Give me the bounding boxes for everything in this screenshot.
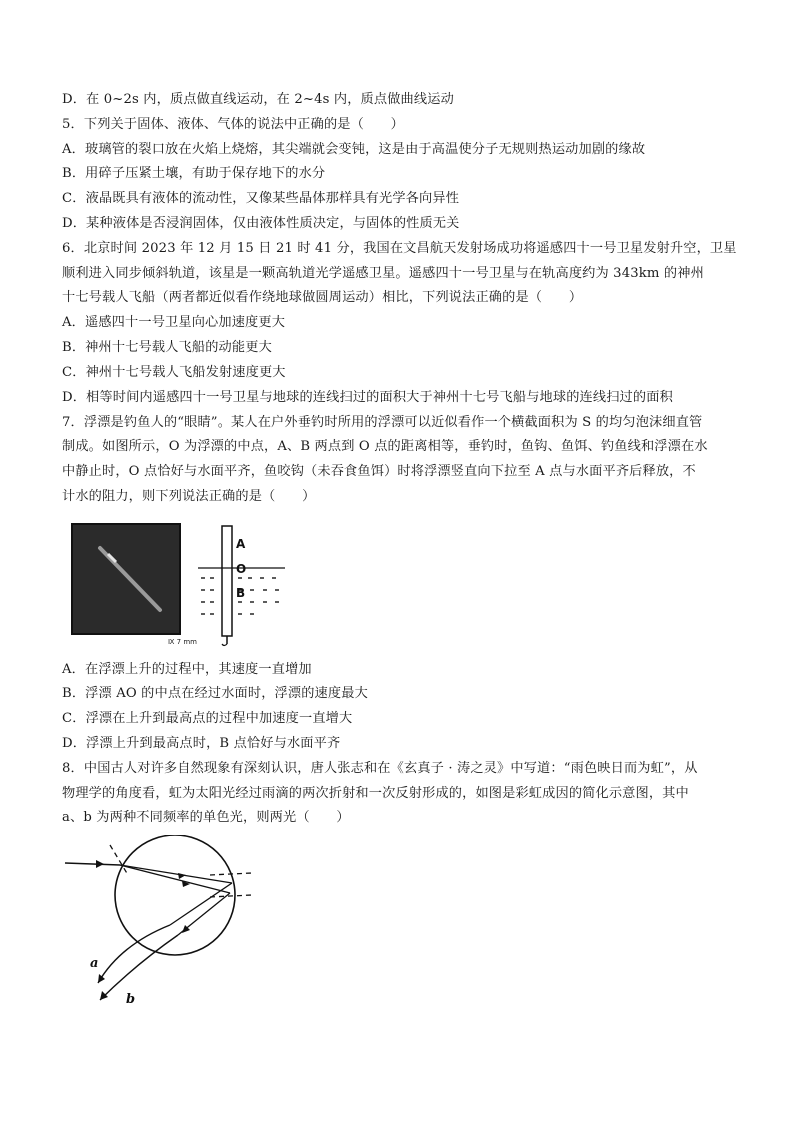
question-5-stem: 5．下列关于固体、液体、气体的说法中正确的是（ ） (62, 117, 404, 132)
question-7-option-c: C．浮漂在上升到最高点的过程中加速度一直增大 (62, 711, 353, 726)
exit-ray-b (100, 935, 178, 1000)
float-tube (222, 526, 232, 636)
exit-ray-a (98, 925, 170, 983)
question-6-option-b: B．神州十七号载人飞船的动能更大 (62, 340, 272, 355)
question-6-option-d: D．相等时间内遥感四十一号卫星与地球的连线扫过的面积大于神州十七号飞船与地球的连线扫过的面积 (62, 390, 673, 405)
question-5-option-b: B．用碎子压紧土壤，有助于保存地下的水分 (62, 166, 326, 181)
question-7-option-b: B．浮漂 AO 的中点在经过水面时，浮漂的速度最大 (62, 686, 368, 701)
exit-arrow-a-icon (98, 974, 105, 983)
question-8-stem-line-2: 物理学的角度看，虹为太阳光经过雨滴的两次折射和一次反射形成的，如图是彩虹成因的简化示意图，其中 (62, 786, 689, 801)
question-5-option-c: C．液晶既具有液体的流动性，又像某些晶体那样具有光学各向异性 (62, 191, 460, 206)
ray-label-b: b (126, 992, 136, 1007)
question-6-stem-line-3: 十七号载人飞船（两者都近似看作绕地球做圆周运动）相比，下列说法正确的是（ ） (62, 290, 583, 305)
reflected-ray-a (170, 883, 232, 925)
question-7-stem-line-3: 中静止时，O 点恰好与水面平齐，鱼咬钩（未吞食鱼饵）时将浮漂竖直向下拉至 A 点与水面平齐后释放，不 (62, 464, 696, 479)
rainbow-figure (60, 835, 260, 1010)
incident-arrow-icon (96, 860, 104, 868)
question-6-option-a: A．遥感四十一号卫星向心加速度更大 (62, 315, 286, 330)
float-figure (70, 520, 290, 648)
label-b: B (236, 586, 246, 600)
question-6-option-c: C．神州十七号载人飞船发射速度更大 (62, 365, 286, 380)
refracted-ray-a (120, 865, 232, 883)
question-6-stem-line-2: 顺利进入同步倾斜轨道，该星是一颗高轨道光学遥感卫星。遥感四十一号卫星与在轨高度约为 343km 的神州 (62, 266, 704, 281)
photo-scale-caption: Ⅸ 7 mm (168, 638, 197, 646)
question-7-stem-line-1: 7．浮漂是钓鱼人的“眼睛”。某人在户外垂钓时所用的浮漂可以近似看作一个横截面积为 S 的均匀泡沫细直管 (62, 415, 703, 430)
float-photo (72, 524, 180, 634)
question-7-option-a: A．在浮漂上升的过程中，其速度一直增加 (62, 662, 312, 677)
label-o: O (236, 562, 247, 576)
question-6-stem-line-1: 6．北京时间 2023 年 12 月 15 日 21 时 41 分，我国在文昌航天发射场成功将遥感四十一号卫星发射升空，卫星 (62, 241, 737, 256)
question-8-stem-line-3: a、b 为两种不同频率的单色光，则两光（ ） (62, 810, 350, 825)
question-7-stem-line-2: 制成。如图所示，O 为浮漂的中点，A、B 两点到 O 点的距离相等，垂钓时，鱼钩、鱼饵、钓鱼线和浮漂在水 (62, 439, 708, 454)
question-5-option-a: A．玻璃管的裂口放在火焰上烧熔，其尖端就会变钝，这是由于高温使分子无规则热运动加剧的缘故 (62, 142, 646, 157)
label-a: A (236, 537, 246, 551)
incident-ray (65, 863, 120, 865)
refracted-ray-b (120, 865, 230, 893)
question-5-option-d: D．某种液体是否浸润固体，仅由液体性质决定，与固体的性质无关 (62, 216, 460, 231)
question-7-option-d: D．浮漂上升到最高点时，B 点恰好与水面平齐 (62, 736, 341, 751)
question-7-stem-line-4: 计水的阻力，则下列说法正确的是（ ） (62, 489, 316, 504)
question-4-option-d: D．在 0~2s 内，质点做直线运动，在 2~4s 内，质点做曲线运动 (62, 92, 454, 107)
ray-label-a: a (90, 956, 99, 971)
question-8-stem-line-1: 8．中国古人对许多自然现象有深刻认识，唐人张志和在《玄真子 · 涛之灵》中写道：“雨色映日而为虹”，从 (62, 761, 698, 776)
hook-icon (222, 644, 227, 646)
